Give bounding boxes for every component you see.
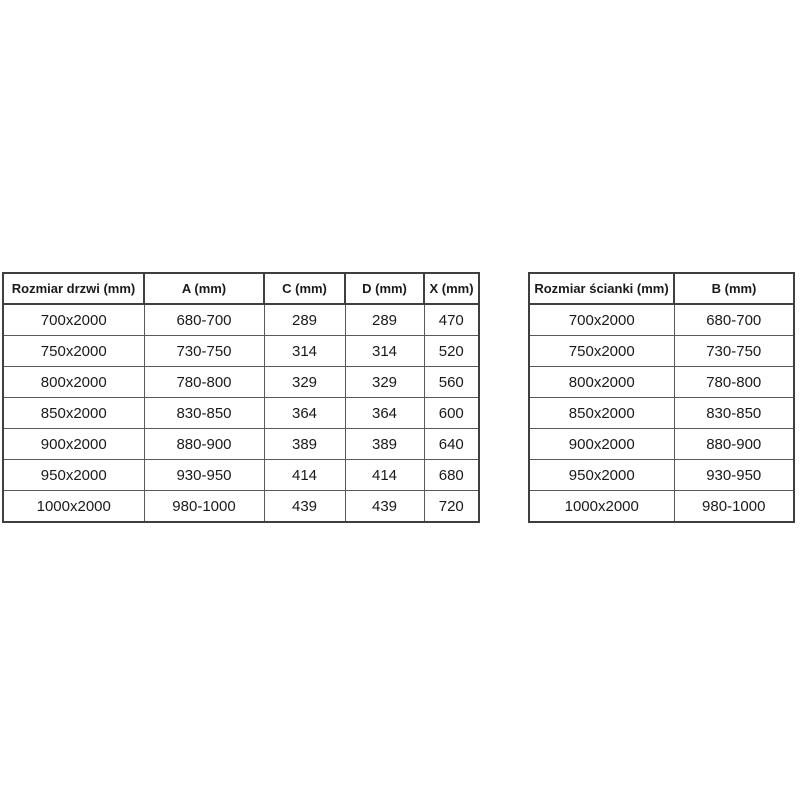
column-header: X (mm) (424, 273, 479, 304)
table-cell: 289 (345, 304, 424, 336)
table-cell: 900x2000 (3, 429, 144, 460)
table-cell: 730-750 (674, 336, 794, 367)
table-cell: 780-800 (674, 367, 794, 398)
table-cell: 329 (264, 367, 345, 398)
table-cell: 700x2000 (529, 304, 674, 336)
table-cell: 830-850 (144, 398, 264, 429)
table-cell: 680-700 (144, 304, 264, 336)
table-cell: 780-800 (144, 367, 264, 398)
table-cell: 389 (264, 429, 345, 460)
table-cell: 950x2000 (529, 460, 674, 491)
table-cell: 289 (264, 304, 345, 336)
table-cell: 600 (424, 398, 479, 429)
table-row (529, 429, 794, 460)
wall-size-table (528, 272, 795, 523)
table-cell: 414 (345, 460, 424, 491)
table-row (529, 367, 794, 398)
table-cell: 470 (424, 304, 479, 336)
table-cell: 850x2000 (3, 398, 144, 429)
table-cell: 900x2000 (529, 429, 674, 460)
table-row (529, 304, 794, 336)
table-cell: 640 (424, 429, 479, 460)
table-row (3, 304, 479, 336)
table-cell: 800x2000 (3, 367, 144, 398)
table-cell: 700x2000 (3, 304, 144, 336)
table-cell: 1000x2000 (3, 491, 144, 523)
table-cell: 830-850 (674, 398, 794, 429)
table-row (529, 491, 794, 523)
column-header: D (mm) (345, 273, 424, 304)
table-cell: 520 (424, 336, 479, 367)
table-cell: 1000x2000 (529, 491, 674, 523)
table-cell: 730-750 (144, 336, 264, 367)
table-cell: 750x2000 (3, 336, 144, 367)
column-header: Rozmiar drzwi (mm) (3, 273, 144, 304)
table-cell: 439 (264, 491, 345, 523)
table-cell: 364 (264, 398, 345, 429)
table-cell: 414 (264, 460, 345, 491)
table-row (529, 336, 794, 367)
column-header: C (mm) (264, 273, 345, 304)
table-cell: 800x2000 (529, 367, 674, 398)
table-cell: 850x2000 (529, 398, 674, 429)
table-header-row (529, 273, 794, 304)
column-header: B (mm) (674, 273, 794, 304)
table-cell: 880-900 (674, 429, 794, 460)
table-cell: 439 (345, 491, 424, 523)
table-cell: 680-700 (674, 304, 794, 336)
table-row (529, 460, 794, 491)
door-size-table (2, 272, 480, 523)
column-header: A (mm) (144, 273, 264, 304)
table-header-row (3, 273, 479, 304)
table-cell: 930-950 (144, 460, 264, 491)
table-row (3, 429, 479, 460)
table-cell: 389 (345, 429, 424, 460)
table-cell: 720 (424, 491, 479, 523)
table-cell: 980-1000 (144, 491, 264, 523)
table-row (3, 336, 479, 367)
table-cell: 680 (424, 460, 479, 491)
table-row (3, 398, 479, 429)
table-cell: 880-900 (144, 429, 264, 460)
table-cell: 329 (345, 367, 424, 398)
table-cell: 950x2000 (3, 460, 144, 491)
column-header: Rozmiar ścianki (mm) (529, 273, 674, 304)
table-row (3, 367, 479, 398)
table-cell: 750x2000 (529, 336, 674, 367)
table-cell: 930-950 (674, 460, 794, 491)
table-cell: 560 (424, 367, 479, 398)
table-cell: 314 (345, 336, 424, 367)
table-cell: 314 (264, 336, 345, 367)
table-row (3, 460, 479, 491)
table-cell: 364 (345, 398, 424, 429)
table-cell: 980-1000 (674, 491, 794, 523)
table-row (3, 491, 479, 523)
table-row (529, 398, 794, 429)
